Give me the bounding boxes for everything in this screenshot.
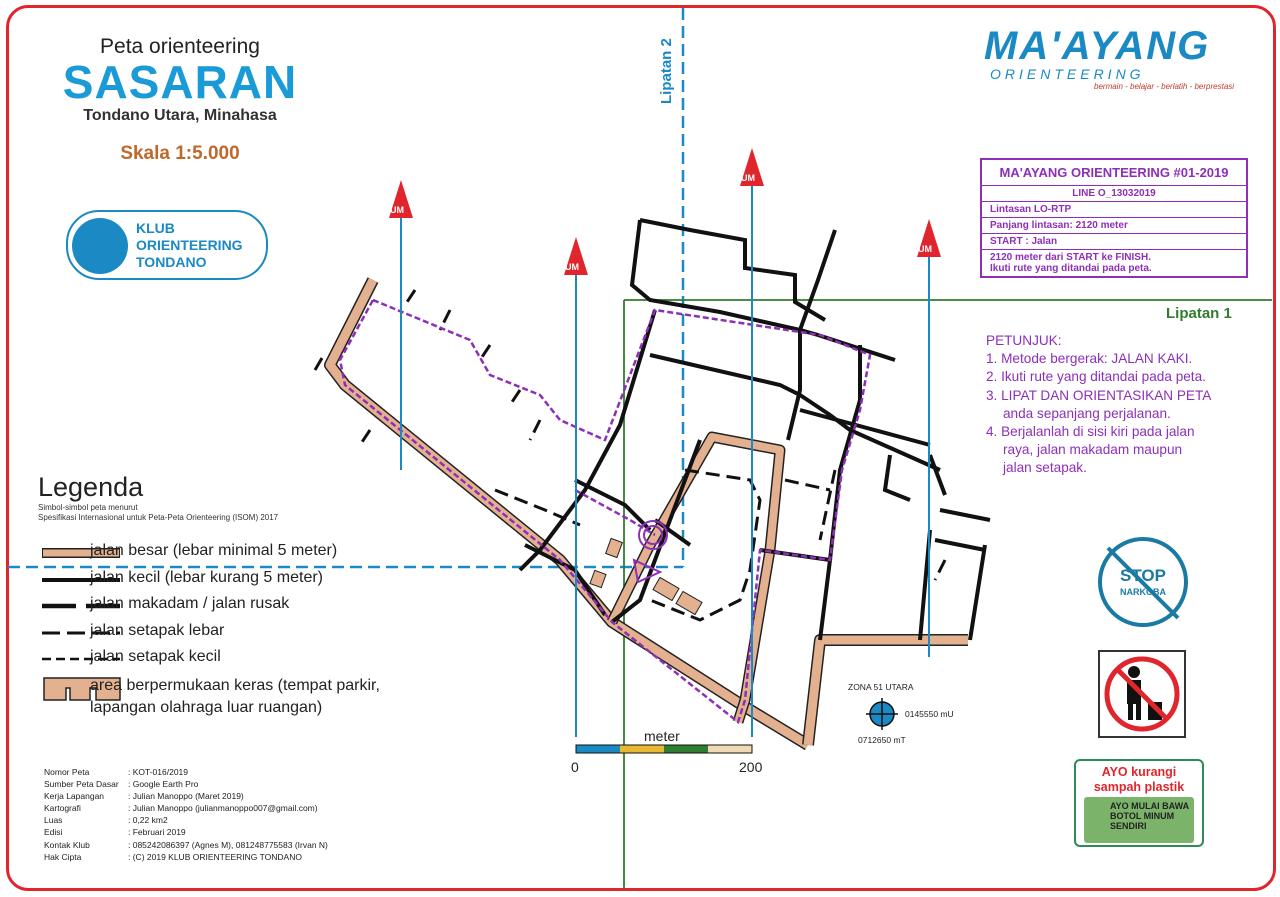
north-marker-1: UM	[390, 205, 404, 215]
plastic-line-1: AYO kurangi	[1101, 765, 1177, 779]
small-roads	[520, 220, 990, 640]
reduce-plastic-sign	[1074, 759, 1204, 847]
bottle-illustration	[1084, 797, 1194, 843]
legend	[38, 472, 478, 523]
brand-name: MA'AYANG	[984, 24, 1211, 68]
info-course: Lintasan LO-RTP	[982, 201, 1246, 217]
scale-end: 200	[739, 759, 763, 775]
coord-east: 0145550 mU	[905, 709, 954, 719]
north-marker-2: UM	[565, 262, 579, 272]
club-line-3: TONDANO	[136, 254, 207, 270]
map-title: SASARAN	[62, 56, 298, 108]
scale-unit: meter	[644, 728, 680, 744]
club-line-2: ORIENTEERING	[136, 237, 243, 253]
info-start: START : Jalan	[982, 233, 1246, 249]
north-marker-3: UM	[741, 173, 755, 183]
instructions-heading: PETUNJUK:	[986, 333, 1062, 348]
coord-zone: ZONA 51 UTARA	[848, 682, 914, 692]
no-litter-sign	[1098, 650, 1186, 738]
info-event: MA'AYANG ORIENTEERING #01-2019	[999, 165, 1229, 180]
info-notes: 2120 meter dari START ke FINISH. Ikuti rute yang ditandai pada peta.	[982, 249, 1246, 276]
info-line: LINE O_13032019	[982, 185, 1246, 201]
plastic-line-2: sampah plastik	[1093, 780, 1185, 794]
stop-text: STOP	[1120, 566, 1166, 585]
legend-sub-2: Spesifikasi Internasional untuk Peta-Peta Orienteering (ISOM) 2017	[38, 513, 279, 522]
footpaths	[315, 290, 945, 620]
north-arrows	[389, 148, 941, 275]
north-marker-4: UM	[918, 244, 932, 254]
course-info-box	[980, 158, 1248, 278]
map-scale: Skala 1:5.000	[120, 143, 240, 164]
brand-tagline: bermain - belajar - berlatih - berprestasi	[1094, 82, 1235, 91]
stop-narkoba-sign	[1098, 537, 1188, 627]
scale-bar	[576, 745, 752, 753]
brand-sub: ORIENTEERING	[990, 66, 1145, 82]
brand-logo	[984, 26, 1254, 102]
instructions: PETUNJUK: 1. Metode bergerak: JALAN KAKI. 2. Ikuti rute yang ditandai pada peta. 3. LIPAT DAN ORIENTASIKAN PETA anda sepanjang perjalanan. 4. Berjalanlah di sisi kiri pada jalan raya, jalan makadam maupun jalan setapak.	[986, 332, 1246, 478]
info-length: Panjang lintasan: 2120 meter	[982, 217, 1246, 233]
fold-label-2: Lipatan 2	[658, 38, 675, 104]
legend-title: Legenda	[38, 472, 144, 502]
club-line-1: KLUB	[136, 220, 175, 236]
coord-north: 0712650 mT	[858, 735, 906, 745]
scale-start: 0	[571, 759, 579, 775]
fold-label-1: Lipatan 1	[1166, 305, 1232, 322]
club-logo	[66, 210, 268, 280]
map-subtitle: Peta orienteering	[100, 35, 260, 58]
map-metadata: Nomor Peta : KOT-016/2019 Sumber Peta Dasar : Google Earth Pro Kerja Lapangan : Julian Manoppo (Maret 2019) Kartografi : Julian Manoppo (julianmanoppo007@gmail.com) Luas : 0,22 km2 Edisi : Februari 2019 Kontak Klub : 085242086397 (Agnes M), 081248775583 (Irvan N) Hak Cipta : (C) 2019 KLUB ORIENTEERING TONDANO	[44, 767, 328, 862]
legend-sub-1: Simbol-simbol peta menurut	[38, 503, 138, 512]
coordinate-marker	[866, 698, 898, 730]
narkoba-text: NARKOBA	[1120, 587, 1166, 597]
map-location: Tondano Utara, Minahasa	[83, 107, 277, 124]
dolphin-icon	[72, 218, 128, 274]
title-block	[40, 35, 320, 165]
bottle-text: AYO MULAI BAWA BOTOL MINUM SENDIRI	[1110, 801, 1189, 831]
